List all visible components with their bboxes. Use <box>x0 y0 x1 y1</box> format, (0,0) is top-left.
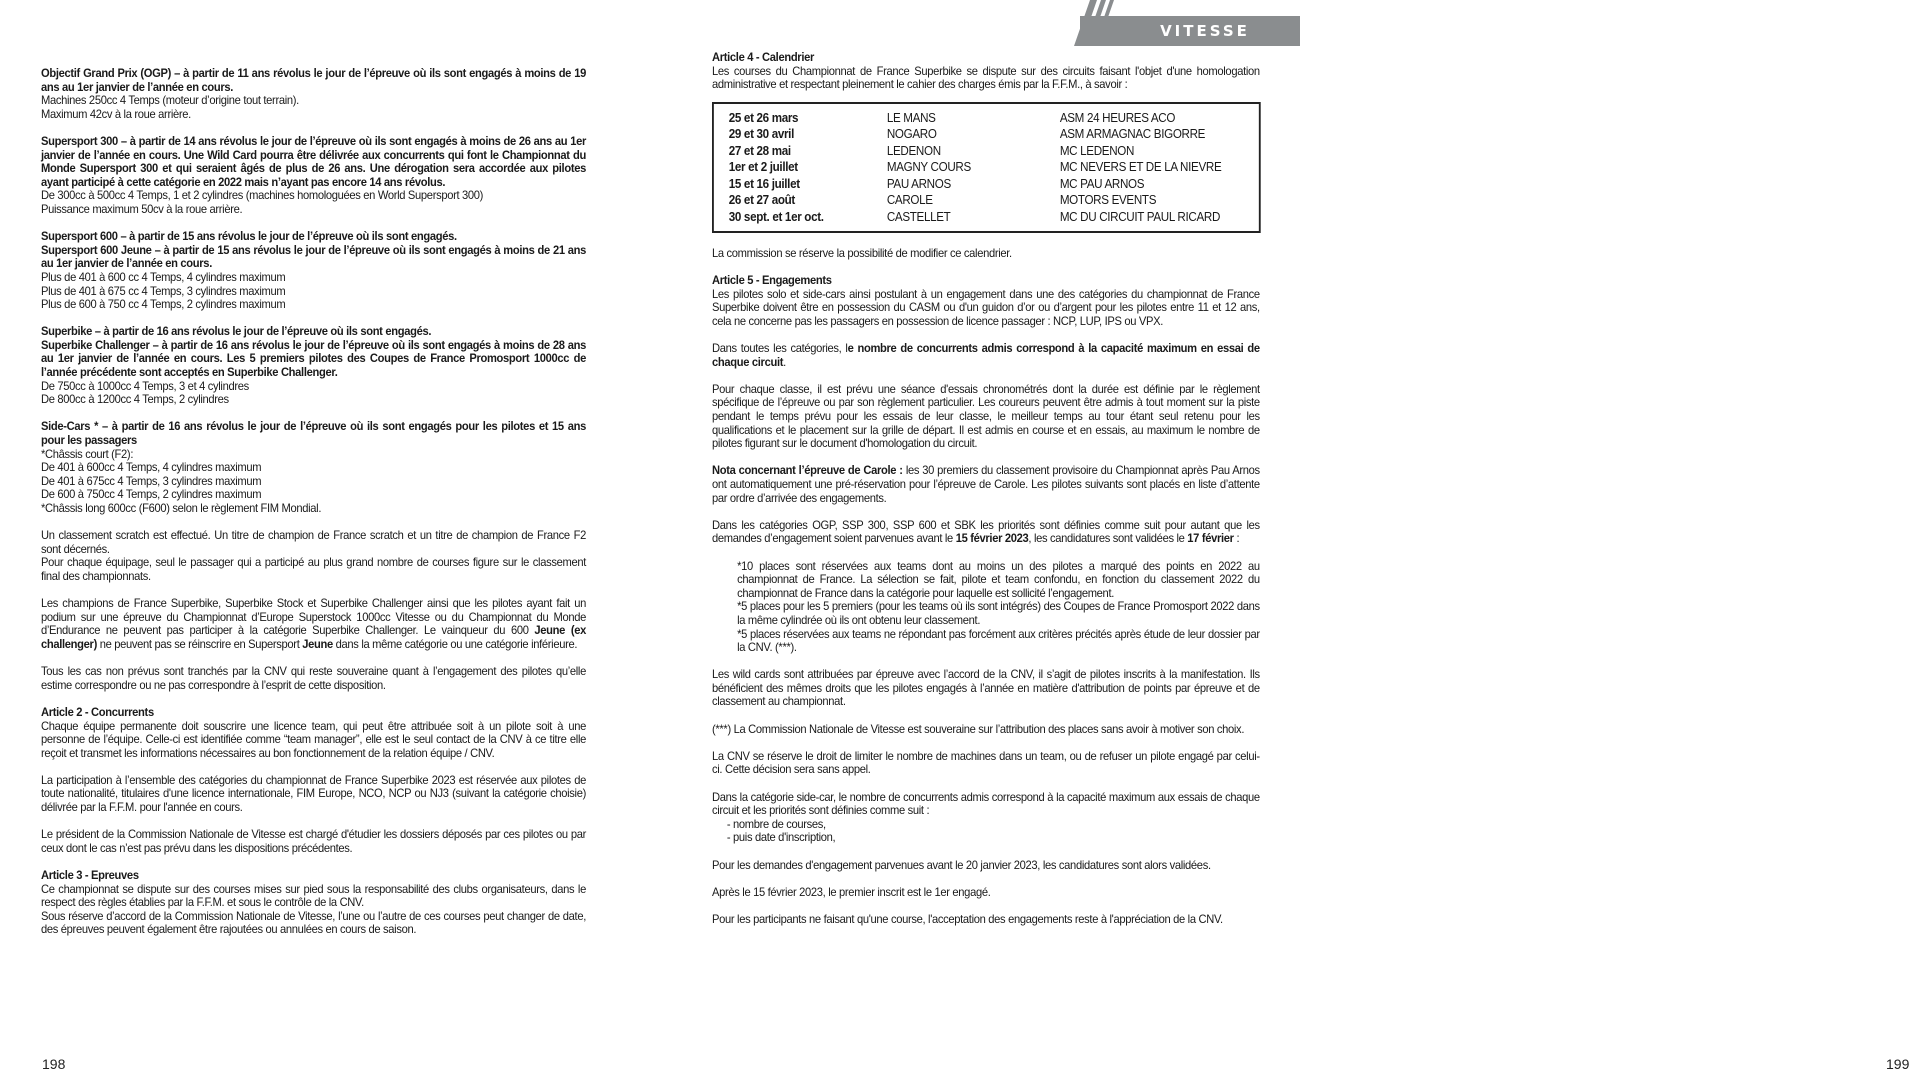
paragraph-line: De 800cc à 1200cc 4 Temps, 2 cylindres <box>41 392 229 407</box>
sidecar-criteria-item: - nombre de courses, <box>726 816 826 831</box>
places-item: *10 places sont réservées aux teams dont au moins un des pilotes a marqué des points en 2022 au championnat de France. La sélection se fait, pilote et team confondu, en fonction du classement 2022 du championnat de France dans la catégorie pour laquelle est sollicité l’engagement. <box>737 558 1260 600</box>
calendar-circuit: CAROLE <box>886 193 933 208</box>
paragraph-line: De 401 à 600cc 4 Temps, 4 cylindres maximum <box>41 460 262 475</box>
left-column <box>41 67 586 937</box>
calendar-date: 26 et 27 août <box>728 193 795 208</box>
paragraph-line: Le président de la Commission Nationale de Vitesse est chargé d'étudier les dossiers déposés par ces pilotes ou par ceux dont le cas n’est pas prévu dans les dispositions précédentes. <box>41 827 586 855</box>
calendar-circuit: NOGARO <box>886 127 937 142</box>
paragraph-line: De 300cc à 500cc 4 Temps, 1 et 2 cylindres (machines homologuées en World Supersport 300) <box>41 188 484 203</box>
paragraph-line: Article 3 - Epreuves <box>41 868 139 883</box>
calendar-circuit: LE MANS <box>886 110 936 125</box>
paragraph-line: Plus de 401 à 600 cc 4 Temps, 4 cylindres maximum <box>41 269 286 284</box>
sidecar-criteria-item: - puis date d'inscription, <box>726 830 836 845</box>
article5-p1: Les pilotes solo et side-cars ainsi postulant à un engagement dans une des catégories du championnat de France Superbike doivent être en possession du CASM ou d'un guidon d’or ou d’argent pour les pilotes entre 11 et 12 ans, cela ne concerne pas les passagers en possession de licence passager : NCP, LUP, IPS ou VPX. <box>712 286 1260 328</box>
article5-p4: Nota concernant l’épreuve de Carole : les 30 premiers du classement provisoire du Championnat après Pau Arnos ont automatiquement une pré-réservation pour l’épreuve de Carole. Les pilotes suivants sont placés en liste d’attente par ordre d’arrivée des engagements. <box>712 463 1260 505</box>
calendar-date: 30 sept. et 1er oct. <box>728 209 824 224</box>
article5-p5: Dans les catégories OGP, SSP 300, SSP 600 et SBK les priorités sont définies comme suit pour autant que les demandes d’engagement soient parvenues avant le 15 février 2023, les candidatures sont validées le 17 février : <box>712 517 1260 546</box>
paragraph-line: Objectif Grand Prix (OGP) – à partir de 11 ans révolus le jour de l’épreuve où ils sont engagés à moins de 19 ans au 1er janvier de l’année en cours. <box>41 66 586 94</box>
paragraph-line: Plus de 600 à 750 cc 4 Temps, 2 cylindres maximum <box>41 297 286 312</box>
paragraph-line: Supersport 600 – à partir de 15 ans révolus le jour de l’épreuve où ils sont engagés. <box>41 229 457 244</box>
paragraph-line: Machines 250cc 4 Temps (moteur d’origine tout terrain). <box>41 93 299 108</box>
calendar-circuit: MAGNY COURS <box>886 160 971 175</box>
calendar-date: 1er et 2 juillet <box>728 160 798 175</box>
page-left <box>0 0 650 1092</box>
paragraph-line: Superbike Challenger – à partir de 16 ans révolus le jour de l’épreuve où ils sont engagés à moins de 28 ans au 1er janvier de l’année en cours. Les 5 premiers pilotes des Coupes de France Promosport 1000cc de l’année précédente sont acceptés en Superbike Challenger. <box>41 337 586 380</box>
paragraph-line: Pour chaque équipage, seul le passager qui a participé au plus grand nombre de courses figure sur le classement final des championnats. <box>41 555 586 583</box>
calendar-circuit: CASTELLET <box>886 209 951 224</box>
calendar-row <box>729 159 1252 176</box>
article5-p6: Les wild cards sont attribuées par épreuve avec l’accord de la CNV, il s’agit de pilotes inscrits à la manifestation. Ils bénéficient des mêmes droits que les pilotes engagés à l’année en matière d'attribution de points par épreuve et de classement au championnat. <box>712 667 1260 709</box>
places-item: *5 places pour les 5 premiers (pour les teams où ils sont intégrés) des Coupes de France Promosport 2022 dans la même cylindrée où ils ont obtenu leur classement. <box>737 599 1260 627</box>
calendar-row <box>729 143 1252 160</box>
article5-p10: Pour les demandes d'engagement parvenues avant le 20 janvier 2023, les candidatures sont alors validées. <box>712 857 1211 872</box>
paragraph-line: Supersport 600 Jeune – à partir de 15 ans révolus le jour de l’épreuve où ils sont engagés à moins de 21 ans au 1er janvier de l’année en cours. <box>41 242 586 271</box>
article5-p11: Après le 15 février 2023, le premier inscrit est le 1er engagé. <box>712 884 991 899</box>
calendar-row <box>729 126 1252 143</box>
calendar-date: 27 et 28 mai <box>728 143 791 158</box>
calendar-club: MC LEDENON <box>1059 143 1135 158</box>
article5-p7: (***) La Commission Nationale de Vitesse est souveraine sur l’attribution des places sans avoir à motiver son choix. <box>712 721 1245 736</box>
calendar-row <box>729 192 1252 209</box>
calendar-date: 15 et 16 juillet <box>728 176 800 191</box>
article4-title: Article 4 - Calendrier <box>712 50 815 64</box>
article5-p9: Dans la catégorie side-car, le nombre de concurrents admis correspond à la capacité maximum aux essais de chaque circuit et les priorités sont définies comme suit : <box>712 789 1260 818</box>
paragraph-line: Ce championnat se dispute sur des courses mises sur pied sous la responsabilité des clubs organisateurs, dans le respect des règles établies par la F.F.M. et sous le contrôle de la CNV. <box>41 881 586 910</box>
calendar-club: MC DU CIRCUIT PAUL RICARD <box>1059 209 1221 224</box>
article5-p2: Dans toutes les catégories, le nombre de concurrents admis correspond à la capacité maximum en essai de chaque circuit. <box>712 341 1260 369</box>
calendar-row <box>729 209 1252 226</box>
calendar-club: MC PAU ARNOS <box>1059 176 1145 191</box>
paragraph-line: *Châssis long 600cc (F600) selon le règlement FIM Mondial. <box>41 501 322 515</box>
section-title: VITESSE <box>1160 22 1250 40</box>
calendar-club: ASM 24 HEURES ACO <box>1059 110 1176 125</box>
places-item: *5 places réservées aux teams ne répondant pas forcément aux critères précités après étude de leur dossier par la CNV. (***). <box>737 626 1260 655</box>
paragraph-line: Tous les cas non prévus sont tranchés par la CNV qui reste souveraine quant à l’engagement des pilotes qu’elle estime correspondre ou ne pas correspondre à l’esprit de cette disposition. <box>41 664 586 692</box>
paragraph-line: Sous réserve d’accord de la Commission Nationale de Vitesse, l’une ou l’autre de ces courses peut changer de date, des épreuves peuvent également être rajoutées ou annulées en cours de saison. <box>41 908 586 937</box>
calendar-circuit: LEDENON <box>886 143 941 158</box>
calendar-date: 25 et 26 mars <box>728 110 799 125</box>
paragraph-line: La participation à l’ensemble des catégories du championnat de France Superbike 2023 est réservée aux pilotes de toute nationalité, titulaires d'une licence internationale, FIM Europe, NCO, NCP ou NJ3 (suivant la catégorie choisie) délivrée par la F.F.M. pour l'année en cours. <box>41 772 586 815</box>
article5-p8: La CNV se réserve le droit de limiter le nombre de machines dans un team, ou de refuser un pilote engagé par celui-ci. Cette décision sera sans appel. <box>712 748 1260 777</box>
page-number-right: 199 <box>1886 1056 1909 1072</box>
calendar-note: La commission se réserve la possibilité de modifier ce calendrier. <box>712 245 1012 260</box>
calendar-row <box>729 176 1252 193</box>
page-number-left: 198 <box>42 1056 66 1072</box>
paragraph-line: De 600 à 750cc 4 Temps, 2 cylindres maximum <box>41 487 262 502</box>
calendar-circuit: PAU ARNOS <box>886 176 951 191</box>
article5-title: Article 5 - Engagements <box>712 273 832 288</box>
places-list <box>712 560 1260 655</box>
paragraph-line: Superbike – à partir de 16 ans révolus le jour de l’épreuve où ils sont engagés. <box>41 324 432 339</box>
calendar-table <box>712 102 1261 234</box>
paragraph-line: De 401 à 675cc 4 Temps, 3 cylindres maximum <box>41 473 262 488</box>
article5-p12: Pour les participants ne faisant qu'une course, l'acceptation des engagements reste à l'appréciation de la CNV. <box>712 911 1223 926</box>
article5-p3: Pour chaque classe, il est prévu une séance d'essais chronométrés dont la durée est définie par le règlement spécifique de l’épreuve ou par son règlement particulier. Les coureurs peuvent être admis à tout moment sur la piste pendant le temps prévu pour les essais de leur classe, le meilleur temps au tour étant seul retenu pour les qualifications et le placement sur la grille de départ. Il est admis en course et en essais, au maximum le nombre de pilotes figurant sur le document d'homologation du circuit. <box>712 381 1260 451</box>
paragraph-line: Plus de 401 à 675 cc 4 Temps, 3 cylindres maximum <box>41 283 286 298</box>
calendar-club: MOTORS EVENTS <box>1059 193 1157 208</box>
calendar-club: MC NEVERS ET DE LA NIEVRE <box>1059 160 1222 175</box>
article4-intro: Les courses du Championnat de France Superbike se dispute sur des circuits faisant l'objet d'une homologation administrative et respectant pleinement le cahier des charges émis par la F.F.M., à savoir : <box>712 63 1260 92</box>
paragraph-line: *Châssis court (F2): <box>41 446 134 461</box>
paragraph-line: Les champions de France Superbike, Superbike Stock et Superbike Challenger ainsi que les pilotes ayant fait un podium sur une épreuve du Championnat d’Europe Superstock 1000cc Vitesse ou du Championnat du Monde d’Endurance ne peuvent pas participer à la catégorie Superbike Challenger. Le vainqueur du 600 Jeune (ex challenger) ne peuvent pas se réinscrire en Supersport Jeune dans la même catégorie ou une catégorie inférieure. <box>41 596 586 651</box>
paragraph-line: Maximum 42cv à la roue arrière. <box>41 106 191 121</box>
right-column <box>712 51 1260 927</box>
calendar-row <box>729 110 1252 127</box>
calendar-date: 29 et 30 avril <box>728 127 794 142</box>
paragraph-line: Puissance maximum 50cv à la roue arrière. <box>41 201 243 216</box>
paragraph-line: Side-Cars * – à partir de 16 ans révolus le jour de l’épreuve où ils sont engagés pour les pilotes et 15 ans pour les passagers <box>41 419 586 448</box>
paragraph-line: De 750cc à 1000cc 4 Temps, 3 et 4 cylindres <box>41 378 249 393</box>
calendar-club: ASM ARMAGNAC BIGORRE <box>1059 127 1206 142</box>
page-right <box>650 0 1909 1092</box>
paragraph-line: Un classement scratch est effectué. Un titre de champion de France scratch et un titre de champion de France F2 sont décernés. <box>41 528 586 556</box>
paragraph-line: Supersport 300 – à partir de 14 ans révolus le jour de l’épreuve où ils sont engagés à moins de 26 ans au 1er janvier de l’année en cours. Une Wild Card pourra être délivrée aux concurrents qui font le Championnat du Monde Supersport 300 et qui seraient âgés de plus de 26 ans. Une dérogation sera accordée aux pilotes ayant participé à cette catégorie en 2022 mais n’ayant pas encore 14 ans révolus. <box>41 133 586 189</box>
paragraph-line: Chaque équipe permanente doit souscrire une licence team, qui peut être attribuée soit à un pilote soit à une personne de l’équipe. Celle-ci est identifiée comme “team manager”, elle est le seul contact de la CNV à ce titre elle reçoit et transmet les informations nécessaires au bon fonctionnement de la relation équipe / CNV. <box>41 718 586 760</box>
paragraph-line: Article 2 - Concurrents <box>41 704 154 719</box>
